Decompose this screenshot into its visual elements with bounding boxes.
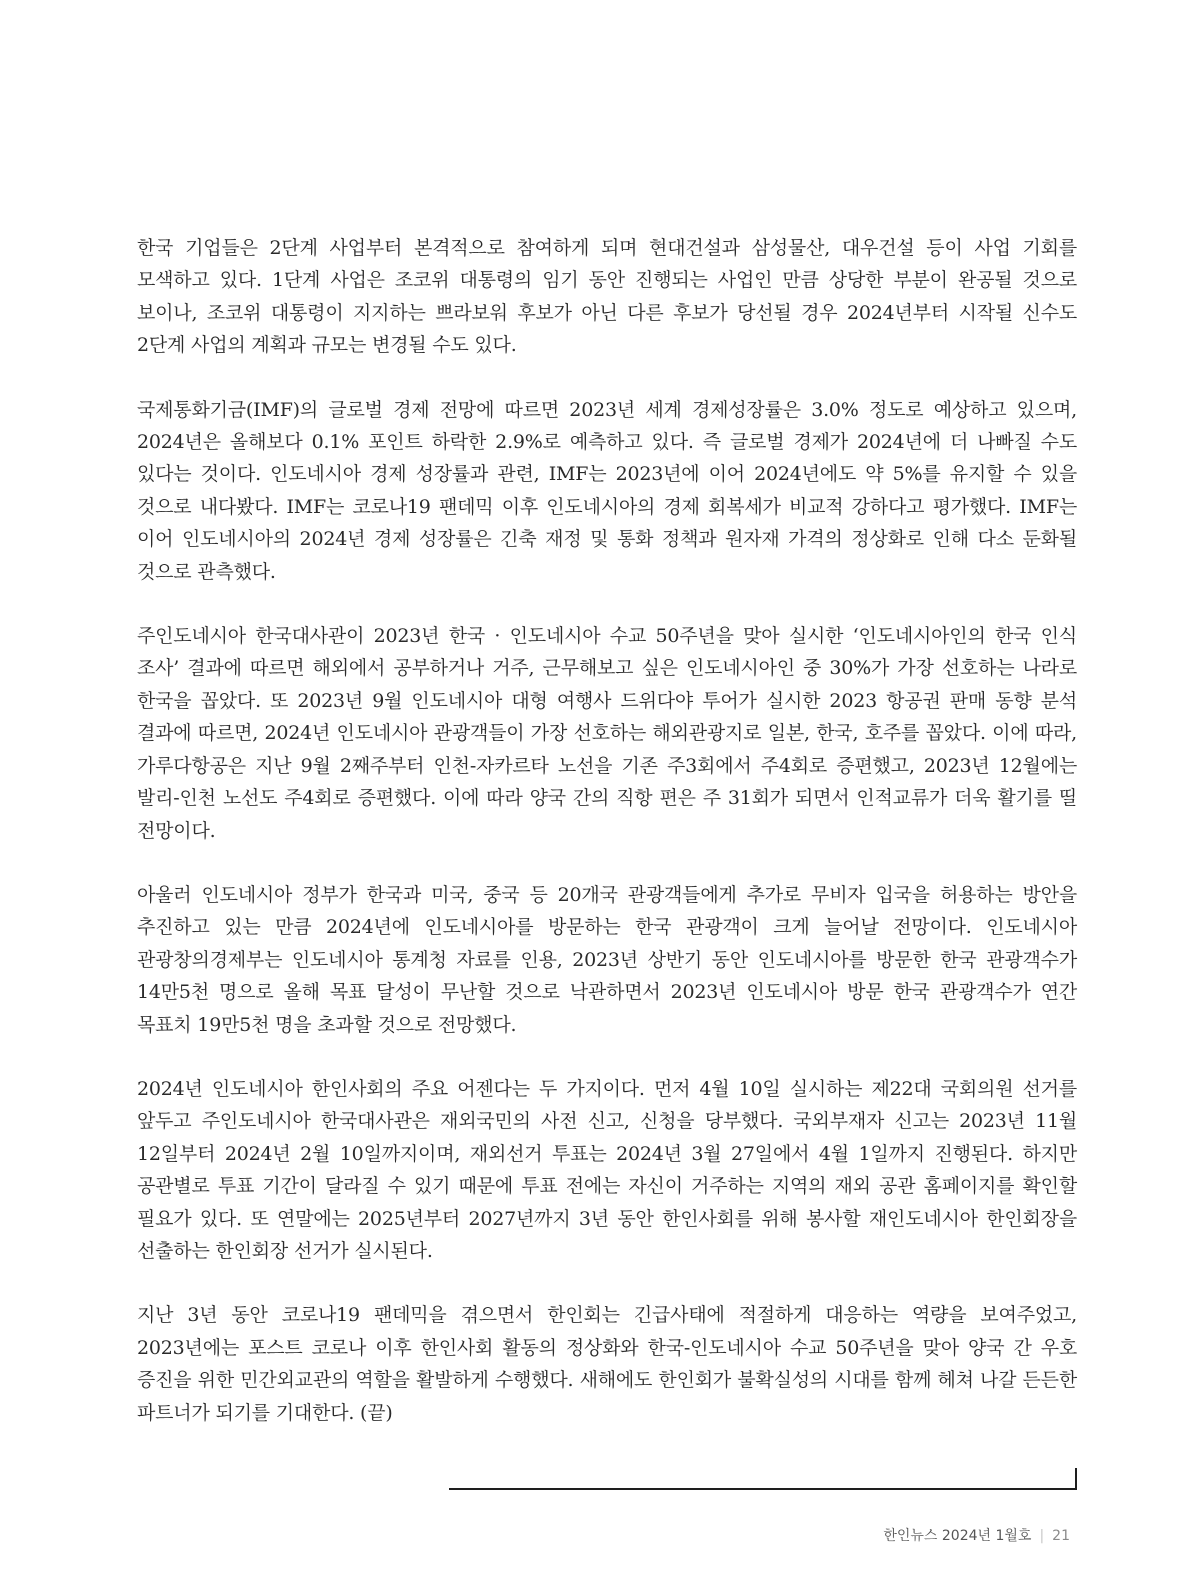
article-end-rule — [449, 1468, 1077, 1490]
paragraph-community-agenda: 2024년 인도네시아 한인사회의 주요 어젠다는 두 가지이다. 먼저 4월 10일 실시하는 제22대 국회의원 선거를 앞두고 주인도네시아 한국대사관은 재외국민의 사전 신고, 신청을 당부했다. 국외부재자 신고는 2023년 11월 12일부터 2024년 2월 10일까지이며, 재외선거 투표는 2024년 3월 27일에서 4월 1일까지 진행된다. 하지만 공관별로 투표 기간이 달라질 수 있기 때문에 투표 전에는 자신이 거주하는 지역의 재외 공관 홈페이지를 확인할 필요가 있다. 또 연말에는 2025년부터 2027년까지 3년 동안 한인사회를 위해 봉사할 재인도네시아 한인회장을 선출하는 한인회장 선거가 실시된다. — [137, 1077, 1077, 1262]
paragraph-korea-preference-survey: 주인도네시아 한국대사관이 2023년 한국 · 인도네시아 수교 50주년을 맞아 실시한 ‘인도네시아인의 한국 인식 조사’ 결과에 따르면 해외에서 공부하거나 거주, 근무해보고 싶은 인도네시아인 중 30%가 가장 선호하는 나라로 한국을 꼽았다. 또 2023년 9월 인도네시아 대형 여행사 드위다야 투어가 실시한 2023 항공권 판매 동향 분석 결과에 따르면, 2024년 인도네시아 관광객들이 가장 선호하는 해외관광지로 일본, 한국, 호주를 꼽았다. 이에 따라, 가루다항공은 지난 9월 2째주부터 인천-자카르타 노선을 기존 주3회에서 주4회로 증편했고, 2023년 12월에는 발리-인천 노선도 주4회로 증편했다. 이에 따라 양국 간의 직항 편은 주 31회가 되면서 인적교류가 더욱 활기를 띨 전망이다. — [137, 625, 1077, 842]
end-rule-horizontal — [449, 1488, 1077, 1490]
paragraph-new-capital-project: 한국 기업들은 2단계 사업부터 본격적으로 참여하게 되며 현대건설과 삼성물산, 대우건설 등이 사업 기회를 모색하고 있다. 1단계 사업은 조코위 대통령의 임기 동안 진행되는 사업인 만큼 상당한 부분이 완공될 것으로 보이나, 조코위 대통령이 지지하는 쁘라보워 후보가 아닌 다른 후보가 당선될 경우 2024년부터 시작될 신수도 2단계 사업의 계획과 규모는 변경될 수도 있다. — [137, 237, 1077, 357]
page-number: 21 — [1052, 1528, 1070, 1544]
article-body — [137, 232, 1077, 1461]
page-footer — [883, 1525, 1070, 1545]
end-rule-vertical — [1075, 1468, 1077, 1490]
paragraph-imf-outlook: 국제통화기금(IMF)의 글로벌 경제 전망에 따르면 2023년 세계 경제성장률은 3.0% 정도로 예상하고 있으며, 2024년은 올해보다 0.1% 포인트 하락한 2.9%로 예측하고 있다. 즉 글로벌 경제가 2024년에 더 나빠질 수도 있다는 것이다. 인도네시아 경제 성장률과 관련, IMF는 2023년에 이어 2024년에도 약 5%를 유지할 수 있을 것으로 내다봤다. IMF는 코로나19 팬데믹 이후 인도네시아의 경제 회복세가 비교적 강하다고 평가했다. IMF는 이어 인도네시아의 2024년 경제 성장률은 긴축 재정 및 통화 정책과 원자재 가격의 정상화로 인해 다소 둔화될 것으로 관측했다. — [137, 398, 1077, 583]
paragraph-closing: 지난 3년 동안 코로나19 팬데믹을 겪으면서 한인회는 긴급사태에 적절하게 대응하는 역량을 보여주었고, 2023년에는 포스트 코로나 이후 한인사회 활동의 정상화와 한국-인도네시아 수교 50주년을 맞아 양국 간 우호 증진을 위한 민간외교관의 역할을 활발하게 수행했다. 새해에도 한인회가 불확실성의 시대를 함께 헤쳐 나갈 든든한 파트너가 되기를 기대한다. (끝) — [137, 1304, 1077, 1424]
footer-publication: 한인뉴스 2024년 1월호 — [883, 1528, 1032, 1544]
footer-separator: | — [1039, 1528, 1045, 1544]
paragraph-visa-free-tourism: 아울러 인도네시아 정부가 한국과 미국, 중국 등 20개국 관광객들에게 추가로 무비자 입국을 허용하는 방안을 추진하고 있는 만큼 2024년에 인도네시아를 방문하는 한국 관광객이 크게 늘어날 전망이다. 인도네시아 관광창의경제부는 인도네시아 통계청 자료를 인용, 2023년 상반기 동안 인도네시아를 방문한 한국 관광객수가 14만5천 명으로 올해 목표 달성이 무난할 것으로 낙관하면서 2023년 인도네시아 방문 한국 관광객수가 연간 목표치 19만5천 명을 초과할 것으로 전망했다. — [137, 883, 1077, 1036]
